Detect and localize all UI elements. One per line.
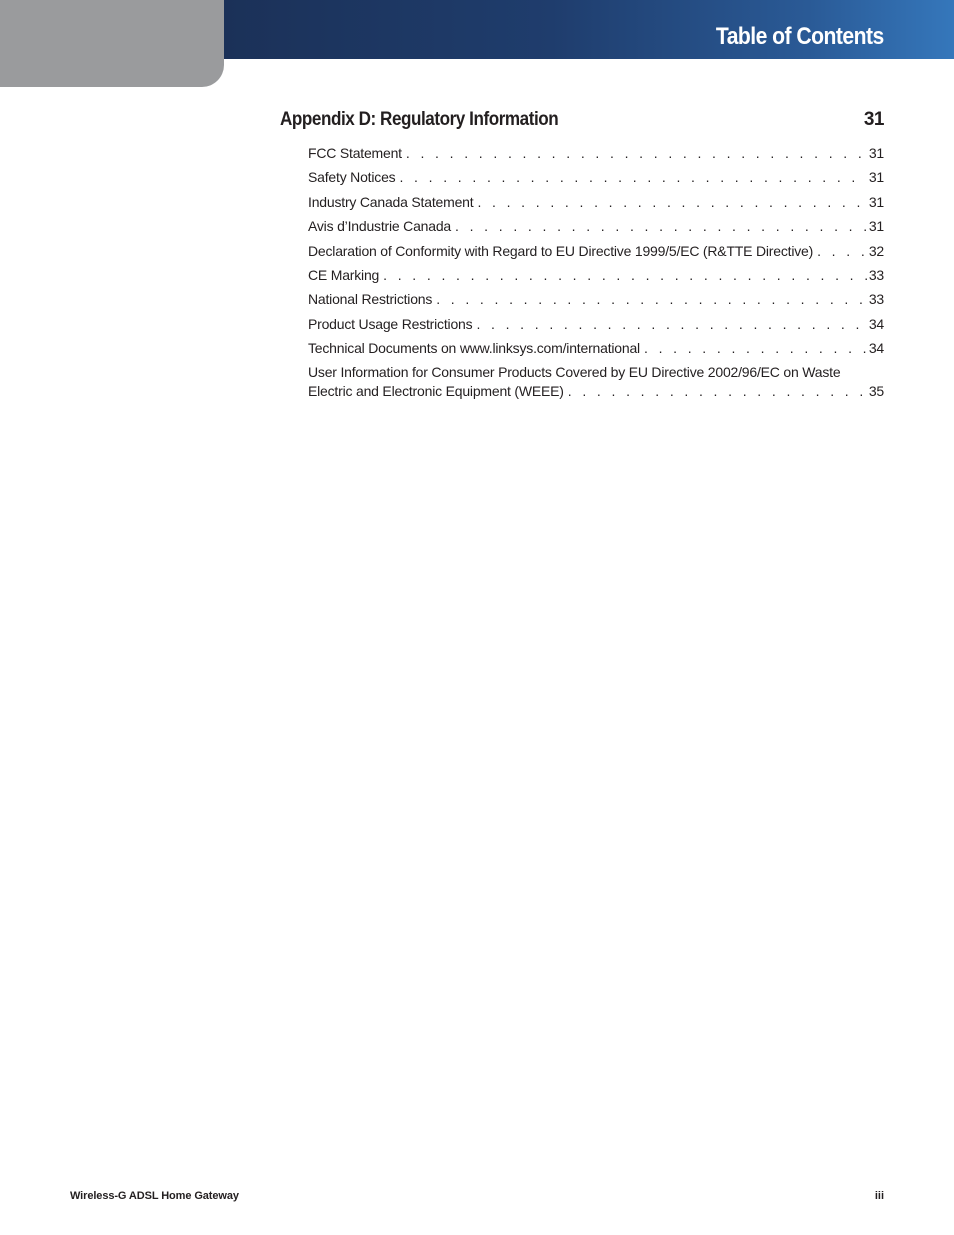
toc-entry-label: CE Marking: [308, 266, 380, 283]
dot-leader: [383, 265, 867, 285]
section-heading[interactable]: [280, 109, 884, 135]
toc-entry[interactable]: [308, 167, 884, 191]
dot-leader: [568, 382, 867, 401]
toc-entry-page: 32: [868, 242, 884, 259]
toc-entry[interactable]: [308, 241, 884, 265]
toc-entry-page: 33: [868, 266, 884, 283]
dot-leader: [477, 192, 866, 212]
toc-entry-page: 31: [868, 218, 884, 235]
dot-leader: [476, 314, 866, 334]
toc-entry-label-continued: Electric and Electronic Equipment (WEEE): [308, 382, 564, 399]
toc-entry-label: FCC Statement: [308, 145, 402, 161]
toc-entry-label: Product Usage Restrictions: [308, 315, 473, 332]
dot-leader: [436, 289, 867, 309]
footer-page-number: iii: [874, 1190, 884, 1202]
toc-entry-page: 34: [868, 315, 884, 332]
toc-entry-label: National Restrictions: [308, 291, 433, 308]
dot-leader: [399, 167, 866, 187]
toc-entry[interactable]: [308, 216, 884, 240]
toc-entry[interactable]: [308, 192, 884, 216]
toc-entry-page: 34: [868, 340, 884, 357]
toc-entry-page: 33: [868, 291, 884, 308]
dot-leader: [406, 143, 867, 163]
toc-entry-page: 31: [868, 193, 884, 210]
toc-entry[interactable]: [308, 289, 884, 313]
toc-entry-page: 31: [868, 169, 884, 186]
toc-entry-label: Declaration of Conformity with Regard to EU Directive 1999/5/EC (R&TTE Directive): [308, 242, 814, 259]
section-page-number: 31: [863, 109, 884, 130]
dot-leader: [644, 338, 867, 358]
toc-entry[interactable]: [308, 143, 884, 167]
header-gray-tab: [0, 0, 224, 87]
toc-entry[interactable]: [308, 265, 884, 289]
header-bar: [224, 0, 954, 59]
toc-entry-label: Safety Notices: [308, 169, 396, 186]
toc-entry[interactable]: [308, 314, 884, 338]
toc-entry-page: 31: [868, 145, 884, 161]
toc-entry-label: Avis d’Industrie Canada: [308, 218, 452, 235]
toc-entry[interactable]: [308, 338, 884, 362]
toc-list: [308, 143, 884, 401]
dot-leader: [455, 216, 867, 236]
toc-entry-label: Industry Canada Statement: [308, 193, 474, 210]
toc-entry-label: User Information for Consumer Products Covered by EU Directive 2002/96/EC on Waste: [308, 363, 841, 380]
toc-entry[interactable]: [308, 363, 884, 401]
toc-entry-page: 35: [868, 382, 884, 399]
dot-leader: [817, 241, 867, 261]
page-title: Table of Contents: [716, 23, 884, 50]
toc-entry-label: Technical Documents on www.linksys.com/international: [308, 340, 640, 357]
section-title: Appendix D: Regulatory Information: [280, 109, 559, 130]
footer-product-name: Wireless-G ADSL Home Gateway: [70, 1190, 239, 1202]
